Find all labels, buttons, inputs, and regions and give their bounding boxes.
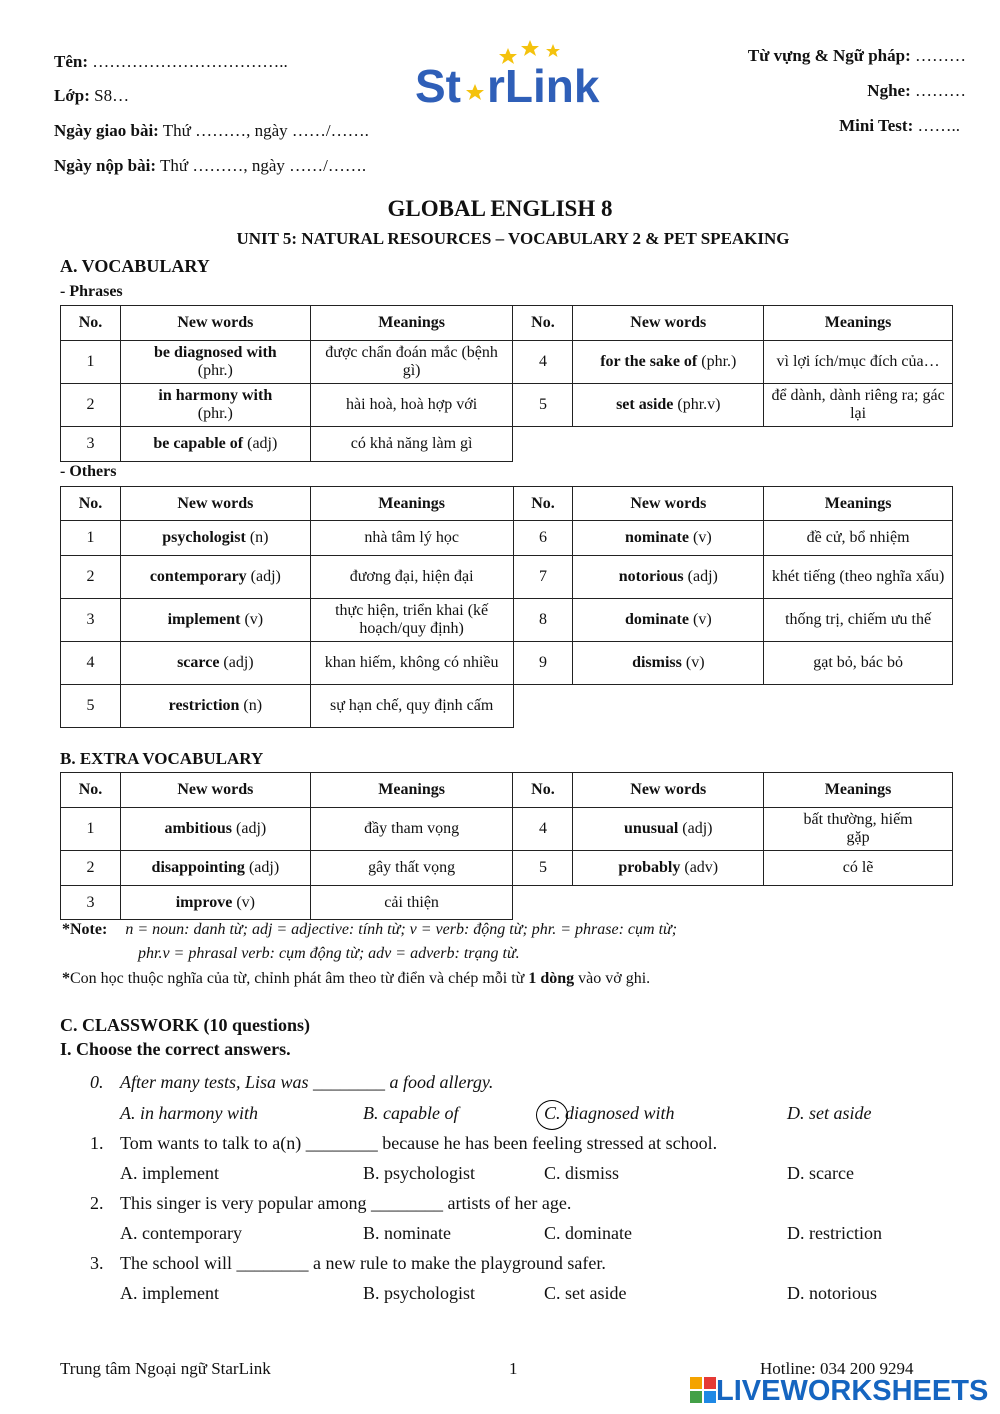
col-new-words: New words [573,487,764,521]
row-no: 1 [61,808,121,851]
meaning: vì lợi ích/mục đích của… [764,341,953,384]
answer-circle [536,1100,568,1130]
word-cell [120,341,310,384]
word: psychologist [162,529,246,547]
table-row [61,521,953,556]
word: contemporary [149,568,247,586]
section-a-heading: A. VOCABULARY [60,256,210,276]
pos: (v) [688,611,712,629]
meaning: đề cử, bổ nhiệm [764,521,953,556]
pos: (adj) [219,654,254,672]
vocab-grammar-score [748,46,966,66]
row-no: 9 [513,642,573,685]
option-a[interactable]: A. in harmony with [120,1103,258,1123]
listening-label: Nghe: [867,81,911,100]
phrases-table [60,305,953,462]
meaning: hài hoà, hoà hợp với [310,384,513,427]
row-no: 8 [513,599,573,642]
option-a[interactable]: A. implement [120,1163,219,1183]
row-no: 4 [513,341,573,384]
listening-score [867,81,966,101]
pos: (phr.) [197,405,233,422]
option-b[interactable]: B. capable of [363,1103,459,1123]
option-c[interactable]: C. diagnosed with [544,1103,675,1123]
empty-cell [513,886,953,920]
pos: (adv) [680,859,719,877]
pos: (adj) [244,859,280,877]
col-new-words: New words [573,773,764,808]
col-meanings: Meanings [310,773,513,808]
row-no: 6 [513,521,573,556]
note-instruction-bold: 1 dòng [528,970,575,987]
liveworksheets-logo-icon [690,1377,716,1403]
col-no: No. [513,306,573,341]
note-line-1 [62,921,677,939]
word-cell [573,384,764,427]
starlink-logo [413,38,643,110]
pos: (v) [681,654,705,672]
table-row [61,599,953,642]
word: implement [167,611,241,629]
row-no: 5 [61,685,121,728]
footer-center-name: Trung tâm Ngoại ngữ StarLink [60,1359,271,1378]
note-instruction-b: vào vở ghi. [574,970,651,987]
word: in harmony with [158,387,273,405]
question-text: The school will ________ a new rule to make the playground safer. [120,1253,606,1273]
name-label: Tên: [54,52,88,71]
pos: (adj) [232,820,267,838]
option-d[interactable]: D. scarce [787,1163,854,1183]
question-num: 0. [90,1072,104,1092]
logo-text-right: rLink [487,60,600,110]
others-label: - Others [60,463,117,480]
col-meanings: Meanings [310,306,513,341]
pos: (adj) [243,435,278,453]
note-instruction [62,970,650,988]
table-row [61,685,953,728]
option-c[interactable]: C. set aside [544,1283,627,1303]
meaning: thống trị, chiếm ưu thế [764,599,953,642]
assign-date-line [54,121,369,141]
question-text: After many tests, Lisa was ________ a food allergy. [120,1072,494,1092]
meaning: sự hạn chế, quy định cấm [310,685,513,728]
submit-date-line [54,156,366,176]
pos: (n) [245,529,269,547]
listening-value[interactable]: ……… [910,81,966,100]
meaning: có khả năng làm gì [310,427,513,462]
vocab-grammar-label: Từ vựng & Ngữ pháp: [747,46,911,65]
meaning: được chẩn đoán mắc (bệnh gì) [310,341,513,384]
word-cell [120,384,310,427]
pos: (adj) [246,568,281,586]
minitest-score [839,116,960,136]
row-no: 2 [61,556,121,599]
word-cell [120,808,310,851]
word-cell [120,521,310,556]
empty-cell [513,427,953,462]
meaning: nhà tâm lý học [310,521,513,556]
row-no: 1 [61,521,121,556]
word: be capable of [153,435,244,453]
note-abbrev-2: phr.v = phrasal verb: cụm động từ; adv = adverb: trạng từ. [138,945,520,962]
col-new-words: New words [120,487,310,521]
col-no: No. [61,306,121,341]
word-cell [120,886,310,920]
word-cell [573,556,764,599]
word: improve [175,893,233,911]
question-num: 2. [90,1193,104,1213]
logo-text-left: St [415,60,461,110]
word: unusual [624,820,679,838]
table-row [61,851,953,886]
option-b[interactable]: B. psychologist [363,1163,476,1183]
meaning: có lẽ [764,851,953,886]
table-row [61,642,953,685]
option-d[interactable]: D. set aside [787,1103,872,1123]
phrases-label: - Phrases [60,283,123,300]
meaning: đương đại, hiện đại [310,556,513,599]
word-cell [573,808,764,851]
word: be diagnosed with [153,344,277,362]
submit-value: Thứ ………, ngày ……/……. [156,156,367,175]
note-instruction-a: Con học thuộc nghĩa của từ, chỉnh phát âm theo từ điển và chép mỗi từ [70,970,529,987]
pos: (n) [239,697,263,715]
col-new-words: New words [120,773,310,808]
col-no: No. [513,773,573,808]
word-cell [120,685,310,728]
word-cell [120,642,310,685]
assign-value: Thứ ………, ngày ……/……. [158,121,369,140]
word: nominate [624,529,689,547]
others-table [60,486,953,728]
minitest-value[interactable]: …….. [913,116,960,135]
col-new-words: New words [573,306,764,341]
assign-label: Ngày giao bài: [54,121,159,140]
option-d[interactable]: D. restriction [787,1223,882,1243]
section-c-heading: C. CLASSWORK (10 questions) [60,1015,311,1035]
question-text: This singer is very popular among ________ artists of her age. [120,1193,572,1213]
pos: (adj) [683,568,718,586]
table-row [61,384,953,427]
note-star: * [62,970,70,987]
row-no: 4 [513,808,573,851]
word: dismiss [632,654,682,672]
liveworksheets-brand[interactable] [690,1375,988,1408]
name-value[interactable]: …………………………….. [88,52,288,71]
table-row [61,341,953,384]
row-no: 3 [61,427,121,462]
question-text: Tom wants to talk to a(n) ________ because he has been feeling stressed at school. [120,1133,718,1153]
liveworksheets-text: LIVEWORKSHEETS [716,1375,989,1407]
word: dominate [624,611,689,629]
meaning: khét tiếng (theo nghĩa xấu) [764,556,953,599]
col-no: No. [61,773,121,808]
row-no: 5 [513,384,573,427]
pos: (phr.) [697,353,737,371]
minitest-label: Mini Test: [839,116,914,135]
meaning: gạt bỏ, bác bỏ [764,642,953,685]
col-meanings: Meanings [764,487,953,521]
note-abbrev-1: n = noun: danh từ; adj = adjective: tính từ; v = verb: động từ; phr. = phrase: cụm từ; [125,921,678,938]
word: for the sake of [600,353,698,371]
note-label: *Note: [62,921,108,938]
row-no: 1 [61,341,121,384]
option-d[interactable]: D. notorious [787,1283,877,1303]
word-cell [120,427,310,462]
vocab-grammar-value[interactable]: ……… [910,46,966,65]
submit-label: Ngày nộp bài: [54,156,157,175]
name-line [54,52,288,72]
row-no: 3 [61,599,121,642]
word: disappointing [151,859,245,877]
meaning: cải thiện [310,886,513,920]
pos: (v) [688,529,712,547]
option-a[interactable]: A. implement [120,1283,219,1303]
class-line [54,86,129,106]
col-meanings: Meanings [310,487,513,521]
pos: (phr.v) [673,396,721,414]
meaning: đầy tham vọng [310,808,513,851]
class-label: Lớp: [54,86,90,105]
note-line-2 [138,945,520,963]
meaning: để dành, dành riêng ra; gác lại [764,384,953,427]
word: set aside [616,396,674,414]
page-title: GLOBAL ENGLISH 8 [387,196,613,221]
table-row [61,427,953,462]
option-b[interactable]: B. nominate [363,1223,451,1243]
meaning: bất thường, hiếm gặp [764,808,953,851]
word-cell [573,341,764,384]
option-c[interactable]: C. dominate [544,1223,632,1243]
word: ambitious [164,820,233,838]
option-c[interactable]: C. dismiss [544,1163,620,1183]
row-no: 7 [513,556,573,599]
extra-vocab-table [60,772,953,920]
meaning: gây thất vọng [310,851,513,886]
row-no: 4 [61,642,121,685]
part-1-heading: I. Choose the correct answers. [60,1039,291,1059]
word: restriction [168,697,240,715]
footer-hotline: Hotline: 034 200 9294 [760,1359,914,1378]
meaning: thực hiện, triển khai (kế hoạch/quy định) [310,599,513,642]
word: probably [618,859,681,877]
col-meanings: Meanings [764,306,953,341]
table-row [61,886,953,920]
pos: (adj) [678,820,713,838]
question-num: 1. [90,1133,104,1153]
word: notorious [618,568,684,586]
word-cell [573,642,764,685]
section-b-heading: B. EXTRA VOCABULARY [60,749,264,768]
page-subtitle: UNIT 5: NATURAL RESOURCES – VOCABULARY 2 & PET SPEAKING [236,229,790,248]
table-row [61,808,953,851]
question-num: 3. [90,1253,104,1273]
word: scarce [177,654,220,672]
col-no: No. [61,487,121,521]
word-cell [573,851,764,886]
col-meanings: Meanings [764,773,953,808]
col-new-words: New words [120,306,310,341]
pos: (v) [232,893,255,911]
row-no: 3 [61,886,121,920]
col-no: No. [513,487,573,521]
word-cell [120,556,310,599]
word-cell [573,599,764,642]
page-number: 1 [509,1359,518,1378]
row-no: 2 [61,851,121,886]
word-cell [573,521,764,556]
table-row [61,556,953,599]
pos: (phr.) [197,362,233,379]
option-a[interactable]: A. contemporary [120,1223,242,1243]
row-no: 5 [513,851,573,886]
meaning: khan hiếm, không có nhiều [310,642,513,685]
empty-cell [513,685,953,728]
class-value: S8… [89,86,130,105]
word-cell [120,599,310,642]
word-cell [120,851,310,886]
pos: (v) [240,611,264,629]
option-b[interactable]: B. psychologist [363,1283,476,1303]
row-no: 2 [61,384,121,427]
